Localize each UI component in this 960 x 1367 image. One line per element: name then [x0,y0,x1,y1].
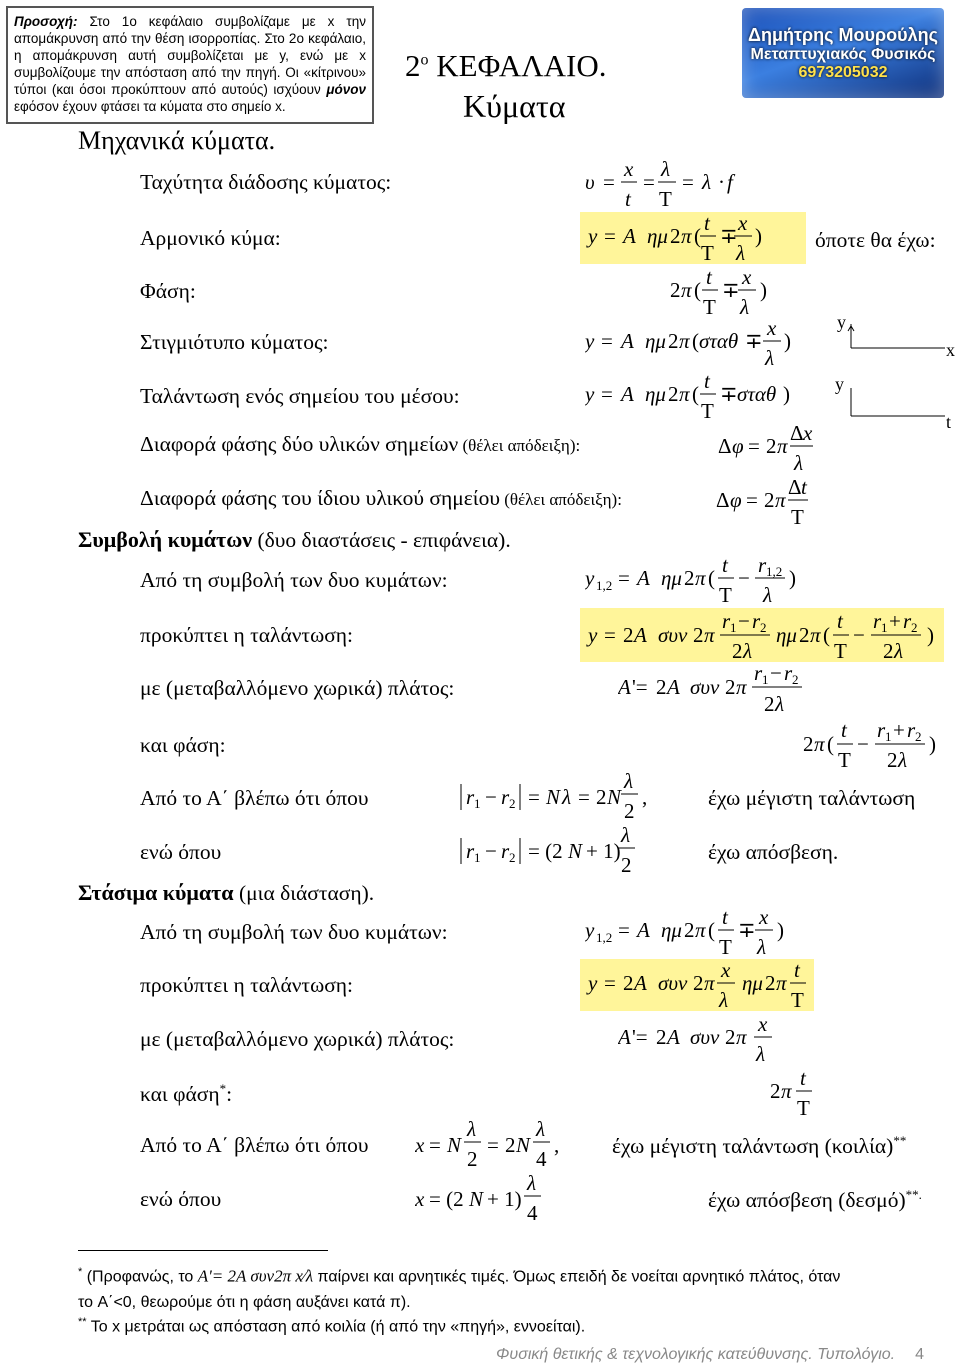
svg-text:2: 2 [764,488,775,512]
svg-text:r: r [907,718,916,742]
svg-text:συν: συν [690,675,720,699]
svg-text:): ) [927,623,934,647]
formula-standing-result [580,956,820,1014]
svg-text:t: t [722,905,728,929]
svg-text:x: x [624,157,634,181]
svg-text:=: = [748,434,760,458]
svg-text:r: r [873,609,882,633]
svg-text:4: 4 [536,1147,547,1171]
svg-text:T: T [719,935,732,959]
formula-standing-superpos [585,904,805,960]
svg-text:=: = [604,971,616,995]
svg-text:λ: λ [757,935,767,959]
svg-text:π: π [679,329,690,353]
graph-y-label-1: y [837,312,846,332]
label-from-A2: Από το Α΄ βλέπω ότι όπου [140,1133,369,1157]
svg-text:): ) [789,566,796,590]
svg-text:−: − [485,839,497,863]
svg-text:ημ: ημ [645,382,666,406]
svg-text:−: − [853,623,865,647]
svg-text:T: T [703,295,716,319]
label-diff-two: Διαφορά φάσης δύο υλικών σημείων (θέλει απόδειξη): [140,432,581,456]
svg-text:A: A [621,329,634,353]
svg-text:2: 2 [764,692,775,716]
svg-text:2: 2 [623,623,634,647]
svg-text:1,2: 1,2 [596,930,613,945]
label-cancel: έχω απόσβεση. [708,840,839,864]
svg-text:2: 2 [765,971,776,995]
svg-text:y: y [588,623,598,647]
note-emph: μόνον [326,82,366,97]
formula-diff-same [716,474,811,530]
svg-text:συν: συν [658,971,688,995]
svg-text:,: , [642,785,648,809]
page-footer: Φυσική θετικής & τεχνολογικής κατεύθυνσης. Τυπολόγιο. 4 [496,1346,925,1363]
note-lead: Προσοχή: [14,14,78,29]
svg-text:2: 2 [509,796,516,811]
svg-text:φ: φ [732,434,744,458]
svg-text:'=: '= [632,675,648,699]
label-max-osc: έχω μέγιστη ταλάντωση [708,786,916,810]
svg-text:'=: '= [632,1025,648,1049]
svg-text:A: A [667,1025,680,1049]
svg-text:λ: λ [894,639,904,663]
svg-text:ημ: ημ [645,329,666,353]
svg-text:A: A [621,382,634,406]
svg-text:): ) [755,224,762,248]
svg-text:1: 1 [474,796,481,811]
svg-text:λ: λ [756,1042,766,1066]
svg-text:υ: υ [585,170,595,194]
svg-text:∓: ∓ [722,278,740,302]
label-harmonic: Αρμονικό κύμα: [140,226,281,250]
svg-text:λ: λ [661,157,671,181]
formula-phase [670,264,780,320]
note-tail: εφόσον έχουν φτάσει τα κύματα στο σημείο x. [14,99,286,114]
svg-text:(: ( [708,566,715,590]
svg-text:r: r [722,609,731,633]
svg-text:A: A [667,675,680,699]
svg-text:−: − [738,566,750,590]
svg-text:t: t [704,369,710,393]
svg-text:t: t [706,265,712,289]
svg-text:x: x [767,316,777,340]
chapter-heading: $2^o$ ΚΕΦΑΛΑΙΟ. [405,48,607,83]
section-interference: Συμβολή κυμάτων (δυο διαστάσεις - επιφάνεια). [78,527,511,552]
svg-text:1,2: 1,2 [766,564,783,579]
svg-text:λ: λ [527,1171,537,1195]
note-text: Στο 1ο κεφάλαιο συμβολίζαμε με x την απομάκρυνση από την θέση ισορροπίας. Στο 2ο κεφάλαιο, η απομάκρυνση αυτή συμβολίζεται με y, ενώ με x συμβολίζουμε την απόσταση από την πηγή. Οι «κίτρινου» τύποι (και όσοι προκύπτουν από αυτούς) ισχύουν [14,14,366,97]
svg-text:(: ( [823,623,830,647]
svg-text:=: = [601,382,613,406]
svg-text:=: = [643,170,655,194]
svg-text:π: π [814,732,825,756]
svg-text:N: N [568,839,583,863]
svg-text:r: r [501,785,510,809]
svg-text:1,2: 1,2 [596,578,613,593]
label-phase: Φάση: [140,279,196,303]
svg-text:r: r [501,839,510,863]
svg-text:x: x [415,1187,425,1211]
svg-text:2: 2 [803,732,814,756]
svg-text:2: 2 [467,1147,478,1171]
svg-text:−: − [738,609,750,633]
svg-text:t: t [841,718,847,742]
svg-text:T: T [719,583,732,607]
svg-text:x: x [759,905,769,929]
svg-text:∓: ∓ [745,329,763,353]
svg-text:y: y [585,566,595,590]
svg-text:A: A [637,918,650,942]
label-diff-same: Διαφορά φάσης του ίδιου υλικού σημείου (θέλει απόδειξη): [140,486,622,510]
section-mechanical: Μηχανικά κύματα. [78,126,276,155]
svg-text:T: T [838,748,851,772]
svg-text:π: π [781,1079,792,1103]
svg-text:π: π [681,224,692,248]
svg-text:r: r [903,609,912,633]
svg-text:): ) [784,329,791,353]
formula-snapshot [585,315,800,371]
svg-text:Δ: Δ [716,488,730,512]
svg-text:π: π [681,278,692,302]
formula-standing-amplitude [618,1010,788,1068]
graph-t-label: t [946,412,952,432]
svg-text:T: T [659,187,672,211]
svg-text:t: t [794,958,800,982]
svg-text:N: N [607,785,622,809]
svg-text:λ: λ [794,451,804,475]
svg-text:π: π [679,382,690,406]
svg-text:π: π [777,434,788,458]
svg-text:2: 2 [684,566,695,590]
svg-text:=: = [578,785,590,809]
label-while: ενώ όπου [140,840,222,864]
svg-text:σταθ: σταθ [699,329,739,353]
svg-text:2: 2 [760,620,767,635]
svg-text:1: 1 [730,620,737,635]
svg-text:συν: συν [690,1025,720,1049]
svg-text:π: π [775,488,786,512]
formula-diff-two [718,420,813,476]
svg-text:T: T [701,241,714,265]
formula-harmonic [580,210,810,266]
formula-superpos [585,552,805,608]
svg-text:λ: λ [562,785,572,809]
label-amplitude2: με (μεταβαλλόμενο χωρικά) πλάτος: [140,1027,455,1051]
svg-text:N: N [516,1133,531,1157]
svg-text:A: A [618,675,631,699]
svg-text:x: x [758,1012,768,1036]
svg-text:1: 1 [881,620,888,635]
svg-text:λ: λ [467,1117,477,1141]
svg-text:t: t [625,187,631,211]
svg-text:N: N [469,1187,484,1211]
footnote-rule [78,1250,328,1251]
svg-text:=: = [604,224,616,248]
svg-text:2: 2 [693,623,704,647]
chapter-subtitle: Κύματα [463,88,566,124]
svg-text:1: 1 [474,850,481,865]
axes-sketches [835,312,960,432]
svg-text:r: r [466,785,475,809]
label-max-osc2: έχω μέγιστη ταλάντωση (κοιλία)** [612,1133,907,1159]
formula-max-condition [458,766,680,824]
svg-text:+: + [889,609,901,633]
svg-text:π: π [695,918,706,942]
label-from-A: Από το Α΄ βλέπω ότι όπου [140,786,369,810]
svg-text:2: 2 [670,224,681,248]
svg-text:t: t [722,553,728,577]
svg-text:= (2: = (2 [429,1187,464,1211]
formula-standing-phase [770,1064,840,1122]
svg-text:ημ: ημ [742,971,763,995]
section-standing: Στάσιμα κύματα (μια διάσταση). [78,880,375,905]
svg-text:=: = [682,170,694,194]
svg-text:x: x [742,265,752,289]
svg-text:r: r [758,553,767,577]
svg-text:2: 2 [668,382,679,406]
label-cancel2: έχω απόσβεση (δεσμό)**. [708,1187,922,1213]
svg-text:λ: λ [898,748,908,772]
svg-text:A: A [618,1025,631,1049]
svg-text:): ) [777,918,784,942]
svg-text:x: x [721,958,731,982]
warning-note [6,6,374,124]
svg-text:Δ: Δ [718,434,732,458]
svg-text:λ: λ [763,583,773,607]
formula-node-condition [415,1168,575,1226]
svg-text:T: T [797,1096,810,1120]
svg-text:2: 2 [668,329,679,353]
svg-text:x: x [415,1133,425,1157]
svg-text:ημ: ημ [647,224,668,248]
svg-text:φ: φ [730,488,742,512]
svg-text:f: f [727,170,733,194]
label-snapshot: Στιγμιότυπο κύματος: [140,330,329,354]
svg-text:λ: λ [624,769,634,793]
graph-x-label: x [946,340,955,360]
footnote-2: ** Το x μετράται ως απόσταση από κοιλία (ή από την «πηγή», εννοείται). [78,1316,586,1336]
label-and-phase: και φάση: [140,733,226,757]
svg-text:π: π [810,623,821,647]
svg-text:π: π [704,971,715,995]
svg-text:2: 2 [505,1133,516,1157]
label-results: προκύπτει η ταλάντωση: [140,623,354,647]
author-logo [742,8,944,98]
svg-text:): ) [760,278,767,302]
svg-text:π: π [736,675,747,699]
svg-text:∓: ∓ [720,224,738,248]
svg-text:συν: συν [658,623,688,647]
svg-text:2: 2 [732,639,743,663]
svg-text:=: = [603,170,615,194]
brand-phone: 6973205032 [798,63,888,81]
svg-text:∓: ∓ [738,918,756,942]
svg-text:T: T [791,505,804,529]
svg-text:2: 2 [624,799,635,823]
svg-text:t: t [704,211,710,235]
svg-text:(: ( [692,382,699,406]
formula-oscillation [585,368,800,424]
footnote-1: * (Προφανώς, το A'= 2A συν2π x⁄λ παίρνει και αρνητικές τιμές. Όμως επειδή δε νοείται αρνητικό πλάτος, όταν [78,1266,841,1286]
svg-text:T: T [834,639,847,663]
svg-text:y: y [585,329,595,353]
label-results2: προκύπτει η ταλάντωση: [140,973,354,997]
svg-text:=: = [746,488,758,512]
svg-text:A: A [634,623,647,647]
svg-text:2: 2 [509,850,516,865]
svg-text:y: y [588,971,598,995]
svg-text:π: π [776,971,787,995]
svg-text:2: 2 [911,620,918,635]
footnote-1-cont: το A΄<0, θεωρούμε ότι η φάση αυξάνει κατά π). [78,1294,411,1311]
svg-text:r: r [754,661,763,685]
svg-text:−: − [857,732,869,756]
svg-text:y: y [585,918,595,942]
svg-text:2: 2 [792,672,799,687]
svg-text:): ) [929,732,936,756]
svg-text:2: 2 [725,1025,736,1049]
formula-antinode-condition [415,1114,575,1172]
formula-cancel-condition [458,820,658,878]
svg-text:λ: λ [621,823,631,847]
svg-text:+ 1): + 1) [487,1187,522,1211]
brand-title: Μεταπτυχιακός Φυσικός [750,45,936,63]
svg-text:r: r [752,609,761,633]
svg-text:λ: λ [765,346,775,370]
svg-text:A: A [637,566,650,590]
svg-text:=: = [618,566,630,590]
svg-text:=: = [429,1133,441,1157]
formula-amplitude [618,660,818,718]
svg-text:2: 2 [883,639,894,663]
svg-text:π: π [736,1025,747,1049]
svg-text:2: 2 [915,729,922,744]
label-then-have: όποτε θα έχω: [815,228,936,252]
svg-text:2: 2 [656,675,667,699]
page-number: 4 [915,1346,925,1363]
svg-text:y: y [588,224,598,248]
svg-text:∓: ∓ [720,382,738,406]
svg-text:(: ( [827,732,834,756]
svg-text:λ: λ [743,639,753,663]
svg-text:N: N [447,1133,462,1157]
svg-text:2: 2 [770,1079,781,1103]
svg-text:=: = [487,1133,499,1157]
svg-text:2: 2 [799,623,810,647]
label-while2: ενώ όπου [140,1187,222,1211]
svg-text:Δ: Δ [790,421,804,445]
svg-text:λ: λ [736,241,746,265]
svg-text:(: ( [692,329,699,353]
svg-text:2: 2 [596,785,607,809]
svg-text:(: ( [694,224,701,248]
svg-text:ημ: ημ [776,623,797,647]
svg-text:2: 2 [725,675,736,699]
svg-text:1: 1 [762,672,769,687]
svg-text:λ: λ [536,1117,546,1141]
svg-text:2: 2 [887,748,898,772]
label-oscillation: Ταλάντωση ενός σημείου του μέσου: [140,384,460,408]
svg-text:ημ: ημ [661,918,682,942]
svg-text:ημ: ημ [661,566,682,590]
svg-text:=: = [618,918,630,942]
svg-text:π: π [695,566,706,590]
label-speed: Ταχύτητα διάδοσης κύματος: [140,170,392,194]
formula-interference-result [580,604,950,666]
svg-text:t: t [800,1066,806,1090]
svg-text:y: y [585,382,595,406]
svg-text:2: 2 [684,918,695,942]
svg-text:2: 2 [693,971,704,995]
label-from-superpos: Από τη συμβολή των δυο κυμάτων: [140,568,448,592]
svg-text:(: ( [708,918,715,942]
svg-text:T: T [701,399,714,423]
svg-text:= (2: = (2 [528,839,563,863]
svg-text:A: A [623,224,636,248]
svg-text:λ: λ [740,295,750,319]
svg-text:2: 2 [623,971,634,995]
svg-text:·: · [718,170,725,194]
svg-text:Δ: Δ [788,475,802,499]
formula-speed [585,155,745,211]
svg-text:r: r [466,839,475,863]
svg-text:λ: λ [719,988,729,1012]
svg-text:t: t [801,475,807,499]
label-from-superpos2: Από τη συμβολή των δυο κυμάτων: [140,920,448,944]
label-amplitude: με (μεταβαλλόμενο χωρικά) πλάτος: [140,676,455,700]
svg-text:−: − [485,785,497,809]
graph-y-label-2: y [835,374,844,394]
svg-text:λ: λ [702,170,712,194]
svg-text:T: T [791,988,804,1012]
svg-text:+: + [893,718,905,742]
svg-text:4: 4 [527,1201,538,1225]
svg-text:x: x [738,211,748,235]
svg-text:σταθ: σταθ [737,382,777,406]
svg-text:t: t [837,609,843,633]
svg-text:,: , [554,1133,560,1157]
svg-text:2: 2 [670,278,681,302]
svg-text:1: 1 [885,729,892,744]
svg-text:=: = [601,329,613,353]
svg-text:2: 2 [621,853,632,877]
svg-text:r: r [784,661,793,685]
svg-text:λ: λ [775,692,785,716]
svg-text:2: 2 [766,434,777,458]
svg-text:): ) [783,382,790,406]
svg-text:=: = [604,623,616,647]
svg-text:2: 2 [656,1025,667,1049]
svg-text:N: N [546,785,561,809]
svg-text:=: = [528,785,540,809]
svg-text:+ 1): + 1) [586,839,621,863]
svg-text:−: − [770,661,782,685]
svg-text:r: r [877,718,886,742]
svg-text:A: A [634,971,647,995]
svg-text:π: π [704,623,715,647]
svg-text:(: ( [694,278,701,302]
formula-interference-phase [803,716,953,774]
brand-name: Δημήτρης Μουρούλης [748,24,938,45]
svg-text:x: x [803,421,813,445]
label-and-phase2: και φάση*: [140,1081,233,1107]
